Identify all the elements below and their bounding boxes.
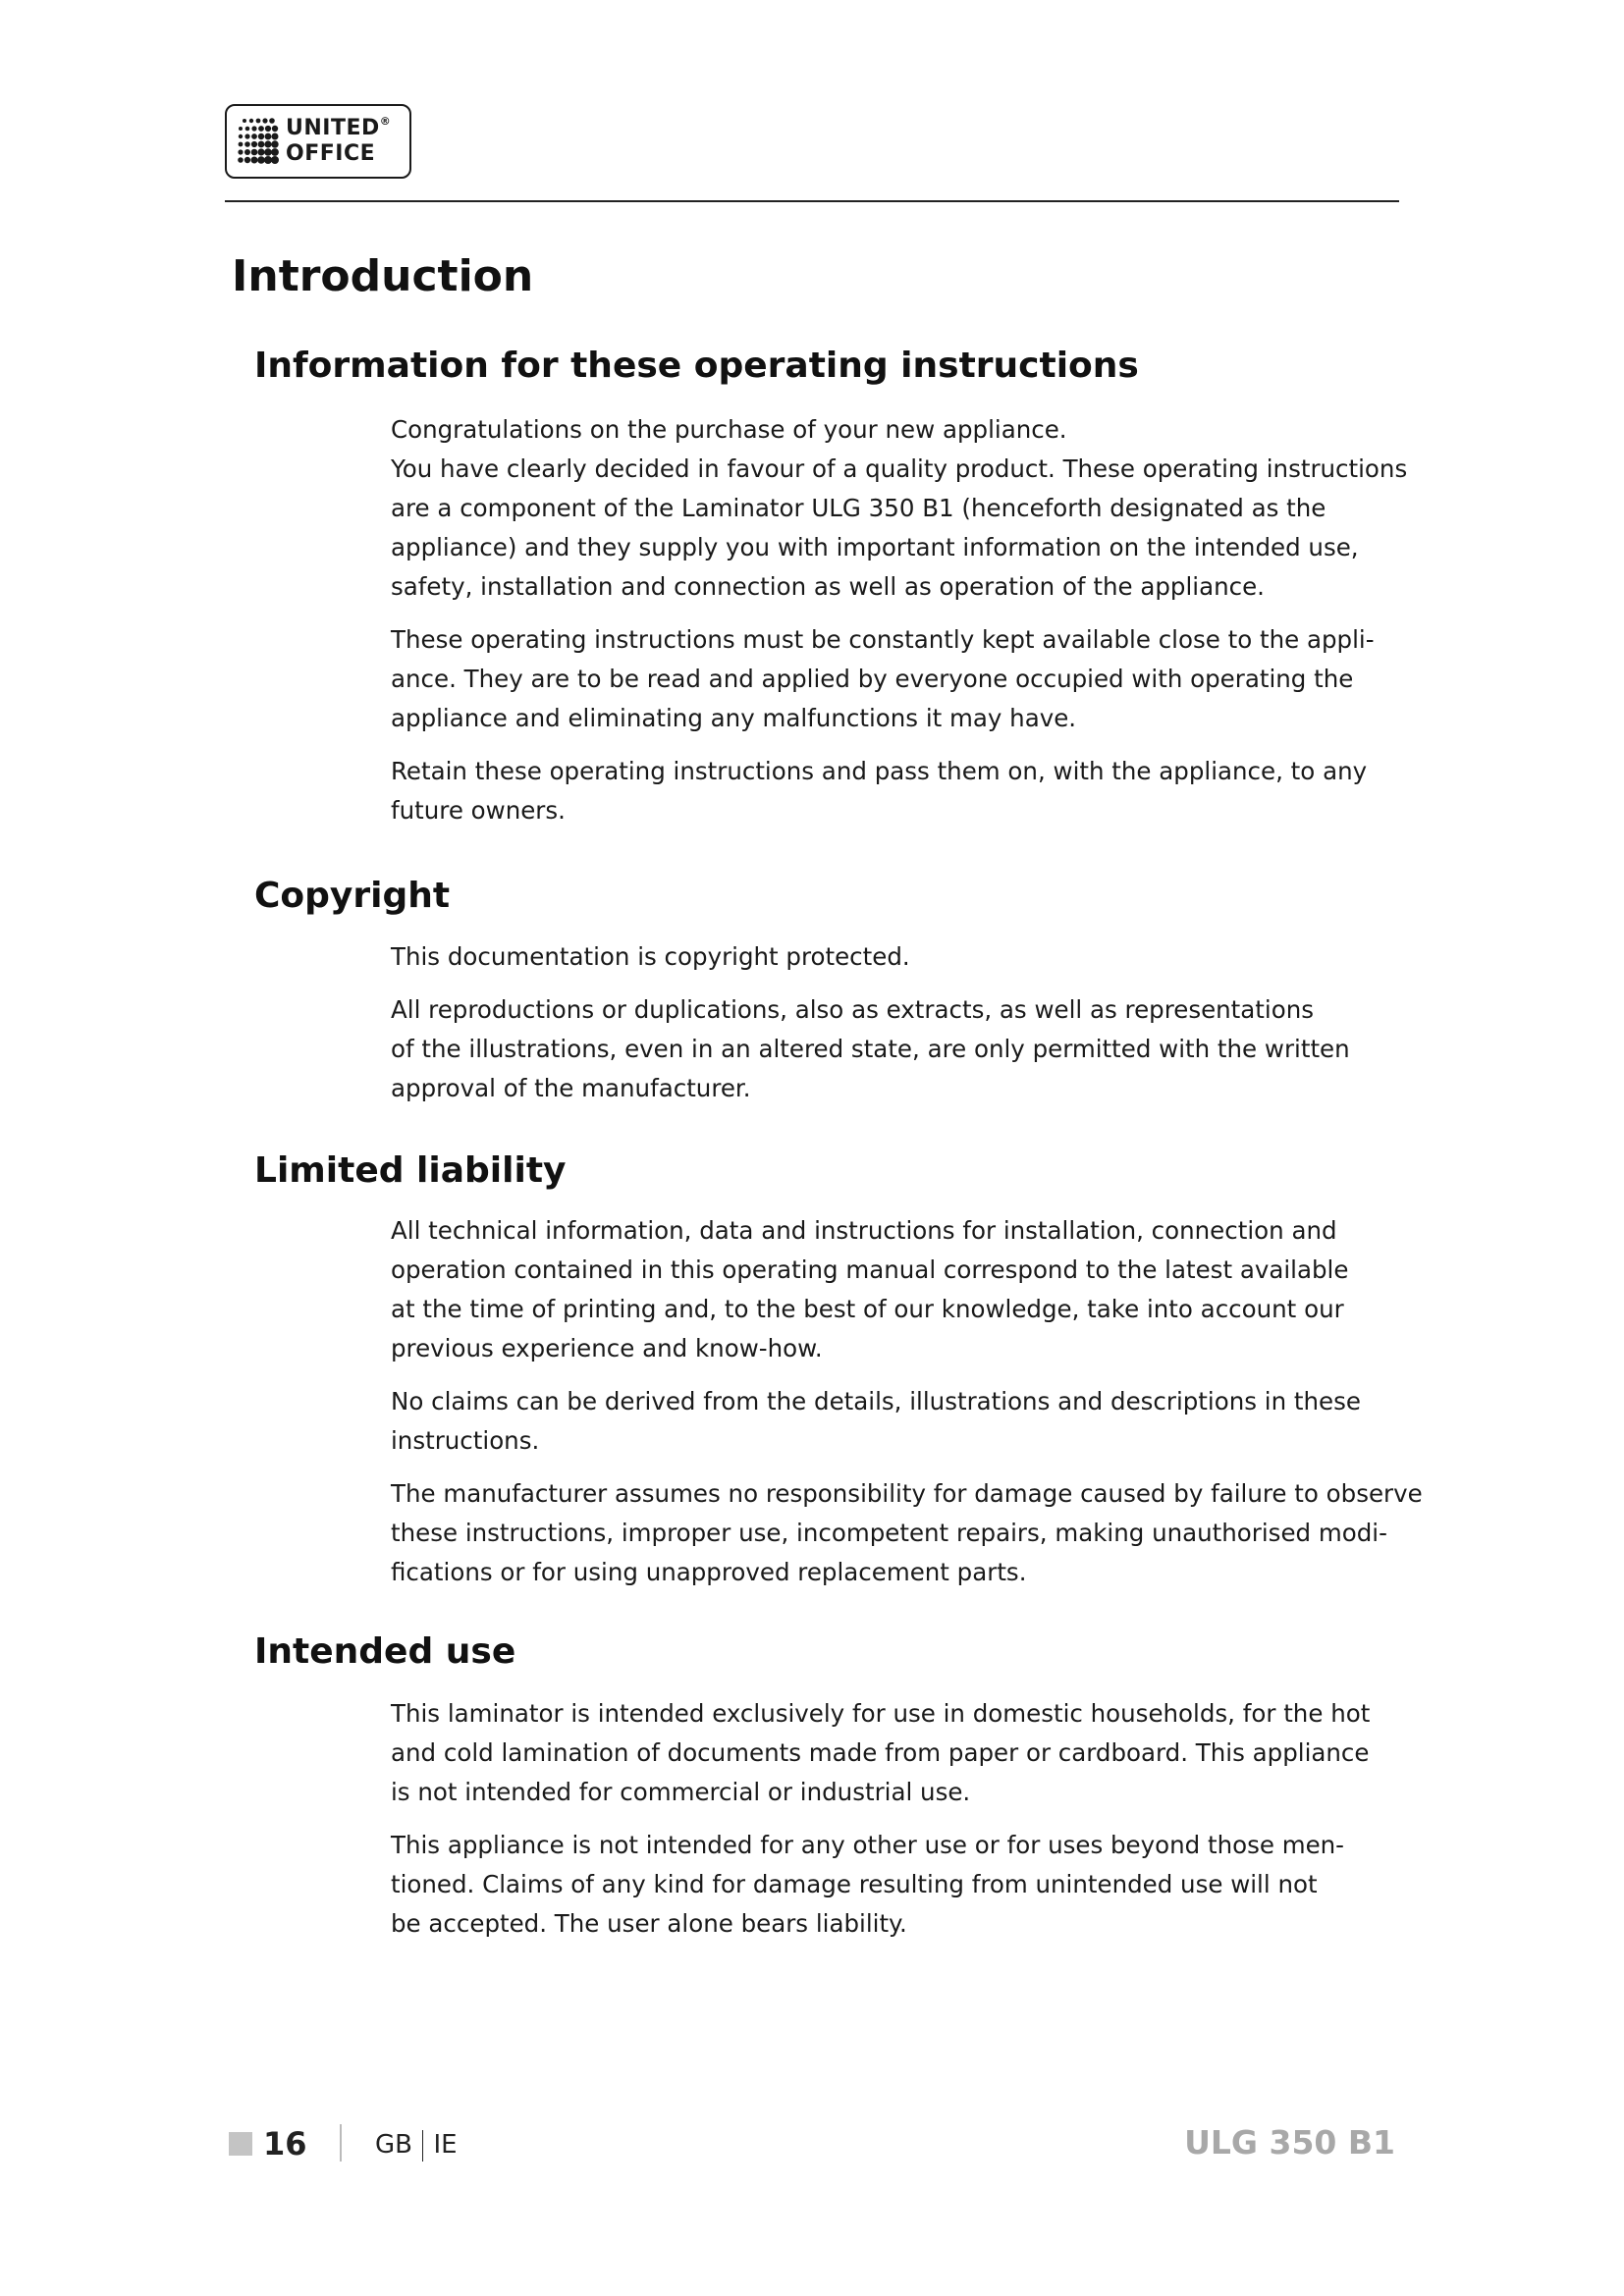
page-number: 16 <box>263 2125 307 2163</box>
language-code-gb: GB <box>375 2130 412 2160</box>
section-body-information <box>391 410 1412 844</box>
paragraph: Retain these operating instructions and pass them on, with the appliance, to any future owners. <box>391 757 1368 825</box>
footer-square-icon <box>229 2132 252 2156</box>
header-divider <box>225 200 1399 202</box>
section-body-limited-liability <box>391 1211 1423 1606</box>
footer-languages <box>375 2126 458 2163</box>
page-title: Introduction <box>232 251 534 301</box>
section-heading-information: Information for these operating instructions <box>254 346 1139 386</box>
paragraph: Congratulations on the purchase of your new appliance. You have clearly decided in favour of a quality product. These operating instructions are a component of the Laminator ULG 350 B1 (henceforth designated as the appliance) and they supply you with important information on the intended use, safety, installation and connection as well as operation of the appliance. <box>391 415 1408 601</box>
section-heading-copyright: Copyright <box>254 876 451 916</box>
language-separator <box>422 2130 424 2162</box>
paragraph: This appliance is not intended for any other use or for uses beyond those men- tioned. Claims of any kind for damage resulting from unintended use will not be accepted. The user alone bears liability. <box>391 1831 1345 1938</box>
section-body-intended-use <box>391 1694 1412 1957</box>
section-heading-limited-liability: Limited liability <box>254 1150 567 1191</box>
logo-wordmark: UNITED® OFFICE <box>286 115 392 166</box>
paragraph: This laminator is intended exclusively for use in domestic households, for the hot and cold lamination of documents made from paper or cardboard. This appliance is not intended for commercial or industrial use. <box>391 1699 1371 1806</box>
logo-dots-icon <box>235 115 280 168</box>
paragraph: All reproductions or duplications, also as extracts, as well as representations of the illustrations, even in an altered state, are only permitted with the written approval of the manufacturer. <box>391 995 1350 1102</box>
section-heading-intended-use: Intended use <box>254 1631 516 1672</box>
paragraph: This documentation is copyright protected. <box>391 942 910 971</box>
section-body-copyright <box>391 937 1412 1122</box>
paragraph: All technical information, data and instructions for installation, connection and operation contained in this operating manual correspond to the latest available at the time of printing and, to the best of our knowledge, take into account our previous experience and know-how. <box>391 1216 1349 1362</box>
paragraph: No claims can be derived from the details, illustrations and descriptions in these instructions. <box>391 1387 1361 1455</box>
footer-divider <box>340 2124 342 2162</box>
brand-logo <box>225 104 411 179</box>
model-number: ULG 350 B1 <box>1184 2123 1395 2162</box>
language-code-ie: IE <box>433 2130 458 2160</box>
paragraph: The manufacturer assumes no responsibility for damage caused by failure to observe these instructions, improper use, incompetent repairs, making unauthorised modi- fications or for using unapproved replacement parts. <box>391 1479 1423 1586</box>
paragraph: These operating instructions must be constantly kept available close to the appli- ance. They are to be read and applied by everyone occupied with operating the appliance and eliminating any malfunctions it may have. <box>391 625 1375 732</box>
